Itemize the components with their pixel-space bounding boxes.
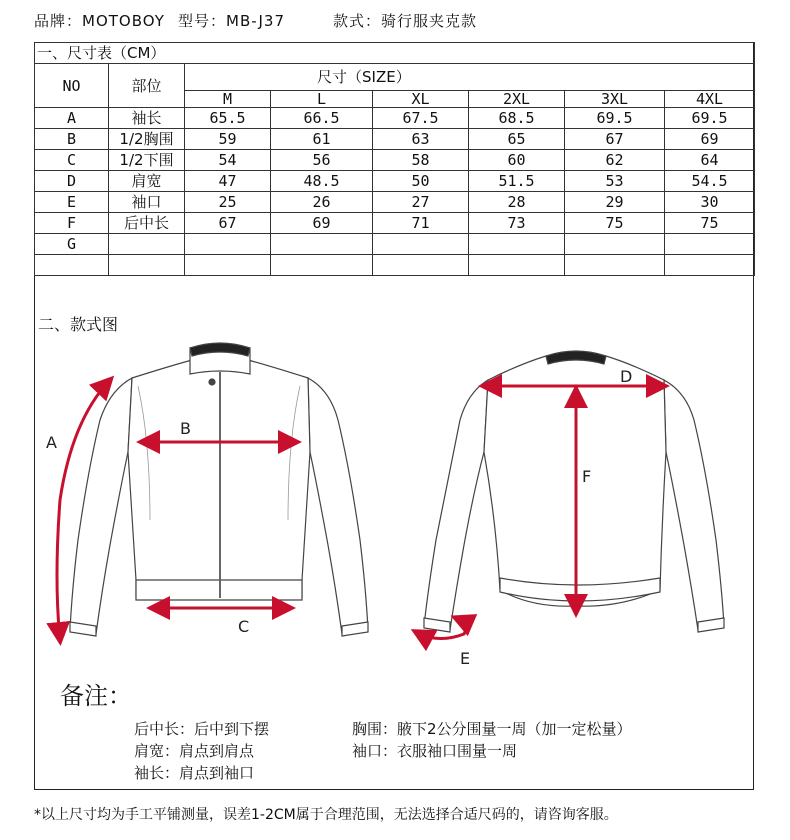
size-value-cell: 47 [185, 171, 271, 192]
row-part: 肩宽 [109, 171, 185, 192]
size-value-cell: 67 [565, 129, 665, 150]
size-value-cell: 71 [373, 213, 469, 234]
size-table-title: 一、尺寸表（CM） [35, 43, 755, 64]
row-part: 1/2胸围 [109, 129, 185, 150]
note-item: 后中长：后中到下摆 [134, 720, 270, 738]
size-col-header: 3XL [565, 91, 665, 108]
size-value-cell: 29 [565, 192, 665, 213]
size-value-cell: 28 [469, 192, 565, 213]
size-value-cell: 30 [665, 192, 755, 213]
size-value-cell: 48.5 [271, 171, 373, 192]
size-value-cell: 67.5 [373, 108, 469, 129]
size-value-cell: 50 [373, 171, 469, 192]
size-value-cell: 54 [185, 150, 271, 171]
size-value-cell: 75 [665, 213, 755, 234]
size-value-cell: 69.5 [565, 108, 665, 129]
size-value-cell: 69 [665, 129, 755, 150]
size-header: 尺寸（SIZE） [185, 64, 755, 91]
size-col-header: M [185, 91, 271, 108]
row-no: G [35, 234, 109, 255]
size-value-cell: 60 [469, 150, 565, 171]
row-no: E [35, 192, 109, 213]
row-no: B [35, 129, 109, 150]
size-value-cell: 67 [185, 213, 271, 234]
diagram-section-title: 二、款式图 [38, 315, 119, 334]
size-value-cell: 26 [271, 192, 373, 213]
size-value-cell: 64 [665, 150, 755, 171]
size-col-header: L [271, 91, 373, 108]
size-value-cell: 68.5 [469, 108, 565, 129]
note-item: 袖口：衣服袖口围量一周 [352, 742, 518, 760]
back-jacket [424, 351, 724, 632]
row-no: D [35, 171, 109, 192]
size-value-cell: 59 [185, 129, 271, 150]
style-label: 款式：骑行服夹克款 [333, 12, 478, 30]
size-value-cell: 75 [565, 213, 665, 234]
size-value-cell: 65.5 [185, 108, 271, 129]
front-jacket [70, 343, 368, 636]
note-item: 胸围：腋下2公分围量一周（加一定松量） [352, 720, 632, 738]
brand-label: 品牌：MOTOBOY [34, 12, 165, 30]
size-value-cell: 62 [565, 150, 665, 171]
label-d: D [620, 367, 633, 386]
size-value-cell: 25 [185, 192, 271, 213]
size-value-cell: 61 [271, 129, 373, 150]
part-header: 部位 [109, 64, 185, 108]
row-no: A [35, 108, 109, 129]
notes-title: 备注： [60, 682, 132, 710]
note-item: 袖长：肩点到袖口 [134, 764, 255, 782]
row-part: 袖长 [109, 108, 185, 129]
size-value-cell: 54.5 [665, 171, 755, 192]
row-no: C [35, 150, 109, 171]
size-value-cell: 65 [469, 129, 565, 150]
label-a: A [46, 433, 57, 452]
label-c: C [238, 617, 250, 636]
size-col-header: 2XL [469, 91, 565, 108]
label-f: F [582, 467, 592, 486]
size-value-cell: 69 [271, 213, 373, 234]
size-value-cell: 63 [373, 129, 469, 150]
size-value-cell: 53 [565, 171, 665, 192]
no-header: NO [35, 64, 109, 108]
note-item: 肩宽：肩点到肩点 [134, 742, 255, 760]
row-part: 袖口 [109, 192, 185, 213]
size-value-cell: 58 [373, 150, 469, 171]
size-value-cell: 27 [373, 192, 469, 213]
label-b: B [180, 419, 191, 438]
row-part: 1/2下围 [109, 150, 185, 171]
size-value-cell: 66.5 [271, 108, 373, 129]
size-value-cell: 51.5 [469, 171, 565, 192]
size-value-cell: 69.5 [665, 108, 755, 129]
row-part: 后中长 [109, 213, 185, 234]
size-col-header: 4XL [665, 91, 755, 108]
footer-disclaimer: *以上尺寸均为手工平铺测量，误差1-2CM属于合理范围，无法选择合适尺码的，请咨询客服。 [34, 807, 618, 823]
size-value-cell: 73 [469, 213, 565, 234]
size-col-header: XL [373, 91, 469, 108]
row-no: F [35, 213, 109, 234]
label-e: E [460, 649, 471, 668]
size-value-cell: 56 [271, 150, 373, 171]
model-label: 型号：MB-J37 [178, 12, 285, 30]
